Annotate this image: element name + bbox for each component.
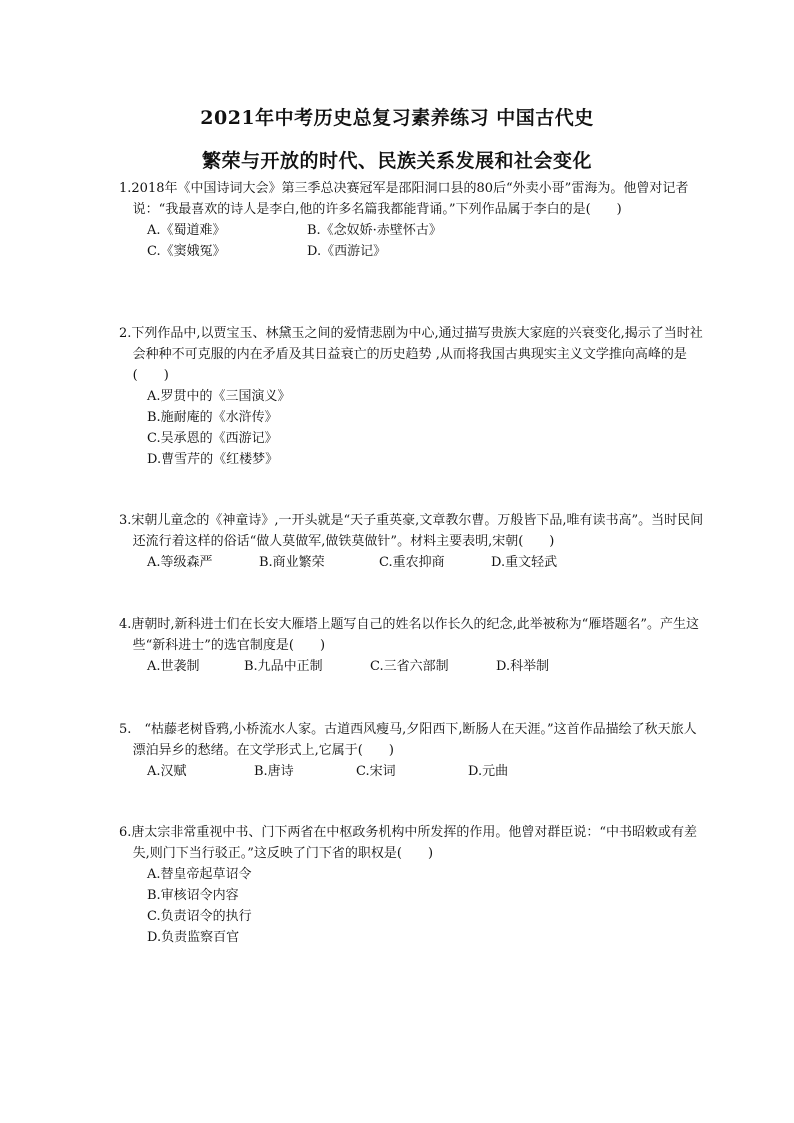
question-2 — [119, 323, 704, 470]
options-list — [119, 386, 704, 470]
question-5 — [119, 719, 704, 782]
question-stem: 2.下列作品中,以贾宝玉、林黛玉之间的爱情悲剧为中心,通过描写贵族大家庭的兴衰变化,揭示了当时社会种种不可克服的内在矛盾及其日益衰亡的历史趋势 ,从而将我国古典现实主义文学推向高峰的是( ) — [119, 326, 703, 383]
option-a: A.替皇帝起草诏令 — [147, 867, 252, 882]
question-stem: 6.唐太宗非常重视中书、门下两省在中枢政务机构中所发挥的作用。他曾对群臣说：“中书昭敕或有差失,则门下当行驳正。”这反映了门下省的职权是( ) — [119, 825, 698, 861]
option-d: D.曹雪芹的《红楼梦》 — [147, 452, 279, 467]
option-d: D.重文轻武 — [491, 555, 558, 570]
option-c: C.宋词 — [356, 764, 396, 779]
option-b: B.施耐庵的《水浒传》 — [147, 410, 278, 425]
option-d: D.科举制 — [496, 659, 550, 674]
option-c: C.三省六部制 — [370, 659, 449, 674]
option-d: D.《西游记》 — [307, 244, 387, 259]
question-stem: 4.唐朝时,新科进士们在长安大雁塔上题写自己的姓名以作长久的纪念,此举被称为“雁塔题名”。产生这些“新科进士”的选官制度是( ) — [119, 617, 699, 653]
document-title: 2021年中考历史总复习素养练习 中国古代史 — [200, 107, 594, 129]
question-stem: 3.宋朝儿童念的《神童诗》,一开头就是“天子重英豪,文章教尔曹。万般皆下品,唯有读书高”。当时民间还流行着这样的俗话“做人莫做军,做铁莫做针”。材料主要表明,宋朝( ) — [119, 513, 704, 549]
option-a: A.罗贯中的《三国演义》 — [147, 389, 291, 404]
question-6 — [119, 822, 704, 948]
question-stem: 1.2018年《中国诗词大会》第三季总决赛冠军是邵阳洞口县的80后“外卖小哥”雷海为。他曾对记者说：“我最喜欢的诗人是李白,他的许多名篇我都能背诵。”下列作品属于李白的是( ) — [119, 181, 689, 217]
option-d: D.负责监察百官 — [147, 930, 240, 945]
option-d: D.元曲 — [468, 764, 509, 779]
options-row — [119, 552, 704, 573]
option-a: A.等级森严 — [147, 555, 213, 570]
option-b: B.《念奴娇·赤壁怀古》 — [307, 223, 442, 238]
option-a: A.汉赋 — [147, 764, 187, 779]
option-b: B.商业繁荣 — [259, 555, 325, 570]
question-4 — [119, 614, 704, 677]
option-b: B.审核诏令内容 — [147, 888, 239, 903]
option-b: B.九品中正制 — [244, 659, 323, 674]
document-subtitle: 繁荣与开放的时代、民族关系发展和社会变化 — [201, 150, 592, 172]
option-c: C.《窦娥冤》 — [147, 244, 226, 259]
options-grid — [119, 220, 704, 262]
question-1 — [119, 178, 704, 262]
option-c: C.吴承恩的《西游记》 — [147, 431, 278, 446]
option-c: C.重农抑商 — [379, 555, 445, 570]
options-list — [119, 864, 704, 948]
question-stem: 5. “枯藤老树昏鸦,小桥流水人家。古道西风瘦马,夕阳西下,断肠人在天涯。”这首作品描绘了秋天旅人漂泊异乡的愁绪。在文学形式上,它属于( ) — [119, 722, 697, 758]
option-b: B.唐诗 — [254, 764, 294, 779]
option-a: A.世袭制 — [147, 659, 200, 674]
question-3 — [119, 510, 704, 573]
options-row — [119, 761, 704, 782]
option-c: C.负责诏令的执行 — [147, 909, 252, 924]
options-row — [119, 656, 704, 677]
option-a: A.《蜀道难》 — [147, 223, 226, 238]
